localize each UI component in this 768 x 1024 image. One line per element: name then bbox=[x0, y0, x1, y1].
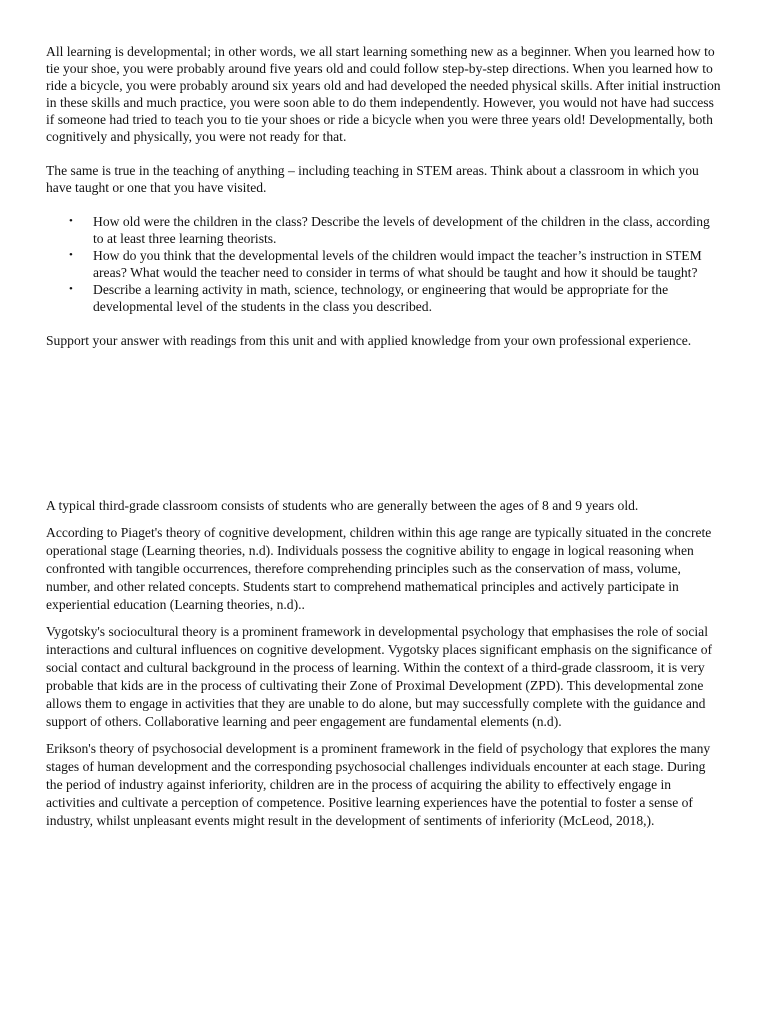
bullet-icon: • bbox=[69, 283, 73, 295]
question-text: How old were the children in the class? Describe the levels of development of the children in the class, according to at least three learning theorists. bbox=[93, 214, 710, 246]
answer-section bbox=[46, 497, 722, 839]
bullet-icon: • bbox=[69, 249, 73, 261]
question-text: How do you think that the developmental levels of the children would impact the teacher’s instruction in STEM areas? What would the teacher need to consider in terms of what should be taught and how it should be taught? bbox=[93, 248, 702, 280]
bullet-icon: • bbox=[69, 215, 73, 227]
list-item bbox=[46, 247, 722, 281]
answer-paragraph-piaget: According to Piaget's theory of cognitive development, children within this age range are typically situated in the concrete operational stage (Learning theories, n.d). Individuals possess the cognitive ability to engage in logical reasoning when confronted with tangible occurrences, therefore comprehending principles such as the conservation of mass, volume, number, and other related concepts. Students start to comprehend mathematical principles and actively participate in experiential education (Learning theories, n.d).. bbox=[46, 525, 712, 612]
stem-paragraph: The same is true in the teaching of anything – including teaching in STEM areas. Think about a classroom in which you have taught or one that you have visited. bbox=[46, 163, 699, 195]
answer-paragraph-age: A typical third-grade classroom consists of students who are generally between the ages of 8 and 9 years old. bbox=[46, 498, 639, 513]
support-paragraph: Support your answer with readings from this unit and with applied knowledge from your own professional experience. bbox=[46, 333, 692, 348]
question-list bbox=[46, 213, 722, 315]
prompt-section bbox=[46, 43, 722, 349]
question-text: Describe a learning activity in math, science, technology, or engineering that would be appropriate for the developmental level of the students in the class you described. bbox=[93, 282, 669, 314]
list-item bbox=[46, 281, 722, 315]
list-item bbox=[46, 213, 722, 247]
intro-paragraph: All learning is developmental; in other words, we all start learning something new as a beginner. When you learned how to tie your shoe, you were probably around five years old and could follow step-by-step directions. When you learned how to ride a bicycle, you were probably around six years old and had developed the needed physical skills. After initial instruction in these skills and much practice, you were soon able to do them independently. However, you would not have had success if someone had tried to teach you to tie your shoes or ride a bicycle when you were three years old! Developmentally, both cognitively and physically, you were not ready for that. bbox=[46, 44, 721, 144]
answer-paragraph-erikson: Erikson's theory of psychosocial development is a prominent framework in the field of psychology that explores the many stages of human development and the corresponding psychosocial challenges individuals encounter at each stage. During the period of industry against inferiority, children are in the process of acquiring the ability to effectively engage in activities and cultivate a perception of competence. Positive learning experiences have the potential to foster a sense of industry, whilst unpleasant events might result in the development of sentiments of inferiority (McLeod, 2018,). bbox=[46, 741, 711, 828]
answer-paragraph-vygotsky: Vygotsky's sociocultural theory is a prominent framework in developmental psychology that emphasises the role of social interactions and cultural influences on cognitive development. Vygotsky places significant emphasis on the significance of social contact and cultural background in the process of learning. Within the context of a third-grade classroom, it is very probable that kids are in the process of cultivating their Zone of Proximal Development (ZPD). This developmental zone allows them to engage in activities that they are unable to do alone, but may successfully complete with the guidance and support of others. Collaborative learning and peer engagement are fundamental elements (n.d). bbox=[46, 624, 713, 729]
